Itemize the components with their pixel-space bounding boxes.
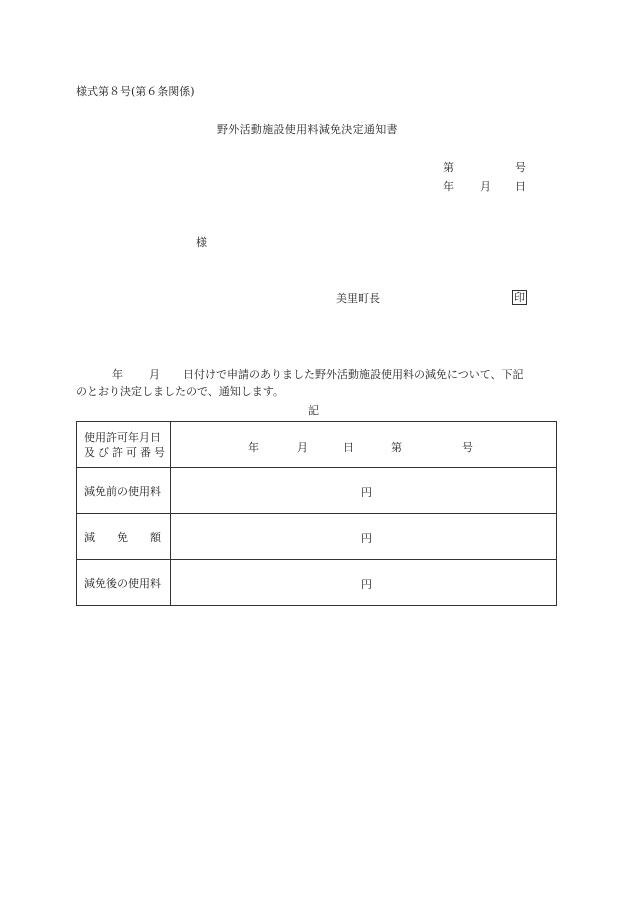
label-permit-line-1: 使用許可年月日 [84, 430, 161, 444]
label-reduction-amount [77, 514, 171, 560]
body-text-line-1 [76, 369, 524, 380]
permit-dai: 第 [391, 441, 402, 454]
form-number: 様式第８号(第６条関係) [76, 85, 195, 98]
label-permit-date-number [77, 422, 171, 468]
addressee-sama: 様 [196, 236, 207, 249]
document-date-month: 月 [480, 180, 491, 193]
seal-mark: 印 [514, 291, 525, 304]
value-permit-date-number [171, 422, 557, 468]
reduction-yen: 円 [361, 532, 372, 545]
label-fee-before: 減免前の使用料 [77, 468, 171, 514]
fee-before-yen: 円 [361, 486, 372, 499]
fee-after-yen: 円 [361, 578, 372, 591]
permit-go: 号 [462, 441, 473, 454]
label-reduction-char-1: 減 [84, 530, 95, 544]
label-fee-after: 減免後の使用料 [77, 560, 171, 606]
document-title: 野外活動施設使用料減免決定通知書 [217, 123, 398, 136]
table-row-permit [77, 422, 557, 468]
table-row-after [77, 560, 557, 606]
document-number-go: 号 [515, 161, 526, 174]
value-fee-before [171, 468, 557, 514]
body-text-line-2: のとおり決定しましたので、通知します。 [76, 385, 284, 398]
body-text-rest: 日付けで申請のありました野外活動施設使用料の減免について、下記 [183, 368, 524, 381]
document-date-year: 年 [443, 180, 454, 193]
label-reduction-char-3: 額 [150, 530, 161, 544]
table-row-before [77, 468, 557, 514]
document-number-dai: 第 [443, 161, 454, 174]
table-row-reduction [77, 514, 557, 560]
permit-year: 年 [248, 441, 259, 454]
permit-day: 日 [343, 441, 354, 454]
permit-month: 月 [297, 441, 308, 454]
reduction-details-table [76, 421, 557, 606]
value-fee-after [171, 560, 557, 606]
body-year: 年 [112, 368, 123, 381]
ki-heading: 記 [308, 404, 319, 417]
value-reduction-amount [171, 514, 557, 560]
body-month: 月 [149, 368, 160, 381]
issuer-name: 美里町長 [336, 292, 380, 305]
label-reduction-char-2: 免 [117, 530, 128, 544]
document-date-day: 日 [515, 180, 526, 193]
label-permit-line-2: 及び許可番号 [84, 445, 168, 459]
